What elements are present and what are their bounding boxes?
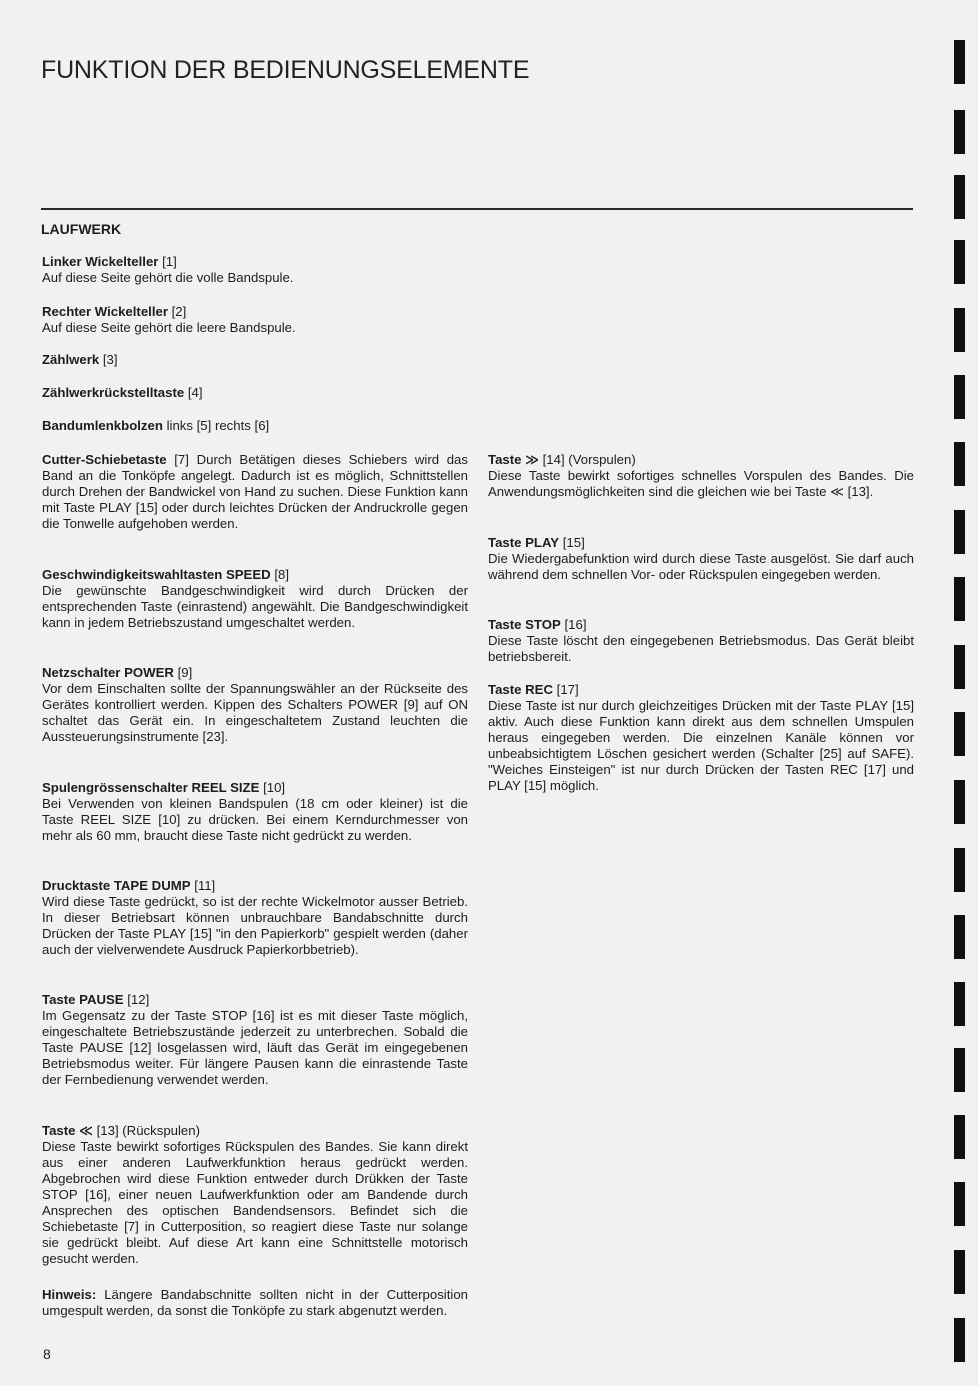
entry-bandumlenkbolzen [42,418,468,434]
entry-body: Bei Verwenden von kleinen Bandspulen (18 cm oder kleiner) ist die Taste REEL SIZE [10] zu drücken. Bei einem Kerndurchmesser von mehr als 60 mm, braucht diese Taste nicht gedrückt zu werden. [42,796,468,843]
entry-title: Taste PLAY [488,535,560,550]
binding-mark [954,712,965,756]
binding-mark [954,240,965,284]
entry-body: Diese Taste bewirkt sofortiges schnelles Vorspulen des Bandes. Die Anwendungsmöglichkeiten sind die gleichen wie bei Taste ≪ [13]. [488,468,914,499]
entry-body: Diese Taste ist nur durch gleichzeitiges Drücken mit der Taste PLAY [15] aktiv. Auch diese Funktion kann direkt aus dem schnellen Umspulen heraus eingegeben werden. Die einzelnen Kanäle können vor unbeabsichtigtem Löschen gesichert werden (Schalter [25] auf SAFE). "Weiches Einsteigen" ist nur durch Drücken der Tasten REC [17] und PLAY [15] möglich. [488,698,914,793]
binding-mark [954,982,965,1026]
title-divider [41,208,913,210]
entry-taste-pause [42,992,468,1088]
binding-mark [954,1115,965,1159]
entry-ref: [13] (Rückspulen) [96,1123,200,1138]
entry-netzschalter [42,665,468,745]
entry-ref: [15] [562,535,585,550]
entry-rechter-wickelteller [42,304,468,336]
binding-mark [954,510,965,554]
entry-title: Zählwerk [42,352,100,367]
entry-title: Taste ≪ [42,1123,93,1138]
binding-mark [954,577,965,621]
entry-body: Auf diese Seite gehört die leere Bandspule. [42,320,296,335]
entry-title: Hinweis: [42,1287,97,1302]
entry-ref: [9] [177,665,193,680]
entry-geschwindigkeitswahltasten [42,567,468,631]
entry-ref: [10] [263,780,286,795]
binding-mark [954,175,965,219]
binding-mark [954,442,965,486]
binding-mark [954,1250,965,1294]
entry-title: Taste REC [488,682,553,697]
entry-spulengroessenschalter [42,780,468,844]
entry-title: Bandumlenkbolzen [42,418,163,433]
entry-body: Die Wiedergabefunktion wird durch diese Taste ausgelöst. Sie darf auch während dem schnellen Vor- oder Rückspulen eingegeben werden. [488,551,914,582]
entry-ref: [2] [171,304,187,319]
entry-body: Diese Taste löscht den eingegebenen Betriebsmodus. Das Gerät bleibt betriebsbereit. [488,633,914,664]
entry-title: Cutter-Schiebetaste [42,452,167,467]
entry-body: Wird diese Taste gedrückt, so ist der rechte Wickelmotor ausser Betrieb. In dieser Betriebsart können unbrauchbare Bandabschnitte durch Drücken der Taste PLAY [15] "in den Papierkorb" gespielt werden (daher auch der vielverwendete Ausdruck Papierkorbbetrieb). [42,894,468,957]
entry-tape-dump [42,878,468,958]
entry-ref: [14] (Vorspulen) [542,452,636,467]
entry-taste-stop [488,617,914,665]
binding-mark [954,848,965,892]
entry-title: Netzschalter POWER [42,665,174,680]
binding-mark [954,1182,965,1226]
entry-zaehlwerkrueckstelltaste [42,385,468,401]
entry-text: [7] Durch Betätigen dieses Schiebers wird das Band an die Tonköpfe angelegt. Dadurch ist es möglich, Schnittstellen durch Drehen der Bandwickel von Hand zu suchen. Diese Funktion kann mit Taste PLAY [15] oder durch leichtes Drücken der Andruckrolle gegen die Tonwelle aufgehoben werden. [42,452,468,531]
binding-mark [954,110,965,154]
entry-cutter-schiebetaste [42,452,468,532]
entry-ref: [12] [127,992,150,1007]
entry-ref: [1] [162,254,177,269]
page-title: FUNKTION DER BEDIENUNGSELEMENTE [41,56,530,84]
entry-ref: [16] [564,617,587,632]
entry-title: Taste ≫ [488,452,539,467]
entry-title: Rechter Wickelteller [42,304,168,319]
binding-mark [954,915,965,959]
entry-ref: [11] [194,878,216,893]
entry-ref: [8] [274,567,289,582]
section-heading: LAUFWERK [41,221,122,237]
entry-body: Vor dem Einschalten sollte der Spannungswähler an der Rückseite des Gerätes kontrolliert werden. Kippen des Schalters POWER [9] auf ON schaltet das Gerät ein. In eingeschaltetem Zustand leuchten die Aussteuerungsinstrumente [23]. [42,681,468,744]
entry-ref: [17] [556,682,579,697]
entry-zaehlwerk [42,352,468,368]
entry-body: Die gewünschte Bandgeschwindigkeit wird durch Drücken der entsprechenden Taste (einrastend) angewählt. Die Bandgeschwindigkeit kann in jedem Betriebszustand umgeschaltet werden. [42,583,468,630]
binding-marks [950,0,970,1386]
entry-taste-rec [488,682,914,794]
entry-body: Diese Taste bewirkt sofortiges Rückspulen des Bandes. Sie kann direkt aus einer anderen Laufwerkfunktion heraus gedrückt werden. Abgebrochen wird diese Funktion entweder durch Drükken der Taste STOP [16], einer neuen Laufwerkfunktion oder am Bandende durch Ansprechen des optischen Bandendsensors. Befindet sich die Schiebetaste [7] in Cutterposition, so reagiert diese Taste nur solange sie gedrückt bleibt. Auf diese Art kann eine Schnittstelle motorisch gesucht werden. [42,1139,468,1266]
binding-mark [954,40,965,84]
binding-mark [954,308,965,352]
entry-title: Geschwindigkeitswahltasten SPEED [42,567,271,582]
entry-title: Taste STOP [488,617,561,632]
binding-mark [954,1318,965,1362]
binding-mark [954,645,965,689]
binding-mark [954,780,965,824]
entry-body: Im Gegensatz zu der Taste STOP [16] ist es mit dieser Taste möglich, eingeschaltete Betriebszustände jederzeit zu unterbrechen. Sobald die Taste PAUSE [12] losgelassen wird, läuft das Gerät im eingegebenen Betriebsmodus weiter. Für längere Pausen kann die einrastende Taste der Fernbedienung verwendet werden. [42,1008,468,1087]
entry-taste-vorspulen [488,452,914,500]
entry-hinweis [42,1287,468,1319]
entry-ref: links [5] rechts [6] [166,418,270,433]
binding-mark [954,1048,965,1092]
entry-ref: [4] [187,385,203,400]
binding-mark [954,375,965,419]
entry-title: Linker Wickelteller [42,254,159,269]
entry-body: Auf diese Seite gehört die volle Bandspule. [42,270,294,285]
entry-ref: [3] [102,352,118,367]
entry-taste-play [488,535,914,583]
entry-title: Spulengrössenschalter REEL SIZE [42,780,260,795]
entry-title: Zählwerkrückstelltaste [42,385,185,400]
entry-taste-rueckspulen [42,1123,468,1267]
entry-title: Drucktaste TAPE DUMP [42,878,191,893]
entry-linker-wickelteller [42,254,468,286]
entry-text: Längere Bandabschnitte sollten nicht in der Cutterposition umgespult werden, da sonst die Tonköpfe zu stark abgenutzt werden. [42,1287,468,1318]
entry-title: Taste PAUSE [42,992,124,1007]
page-number: 8 [43,1346,51,1362]
